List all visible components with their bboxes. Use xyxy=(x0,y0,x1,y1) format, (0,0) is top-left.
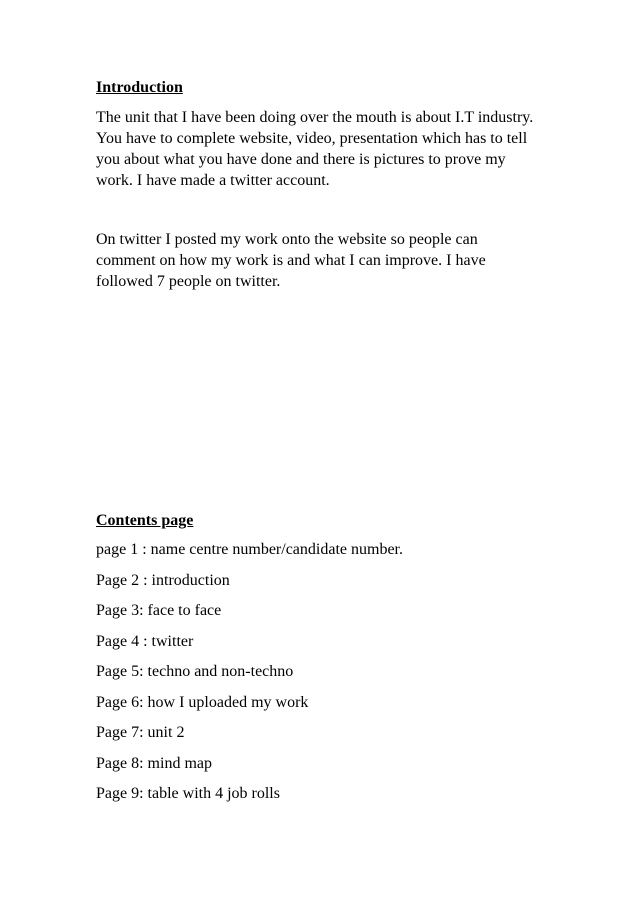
contents-item-page-3: Page 3: face to face xyxy=(96,602,222,619)
contents-item-page-4: Page 4 : twitter xyxy=(96,632,194,650)
contents-item-page-5: Page 5: techno and non-techno xyxy=(96,663,294,680)
introduction-paragraph-2: On twitter I posted my work onto the website so people can comment on how my work is and what I can improve. I have followed 7 people on twitter. xyxy=(96,231,486,290)
contents-list xyxy=(96,540,403,815)
contents-item-page-2: Page 2 : introduction xyxy=(96,571,230,589)
introduction-paragraph-1: The unit that I have been doing over the mouth is about I.T industry. You have to complete website, video, presentation which has to tell you about what you have done and there is pictures to prove my work. I have made a twitter account. xyxy=(96,109,534,189)
contents-heading: Contents page xyxy=(96,512,194,529)
contents-item-page-7: Page 7: unit 2 xyxy=(96,724,185,741)
contents-item-page-9: Page 9: table with 4 job rolls xyxy=(96,785,280,802)
contents-item-page-6: Page 6: how I uploaded my work xyxy=(96,693,309,711)
contents-item-page-1: page 1 : name centre number/candidate number. xyxy=(96,541,403,558)
contents-item-page-8: Page 8: mind map xyxy=(96,754,212,772)
introduction-heading: Introduction xyxy=(96,79,183,96)
